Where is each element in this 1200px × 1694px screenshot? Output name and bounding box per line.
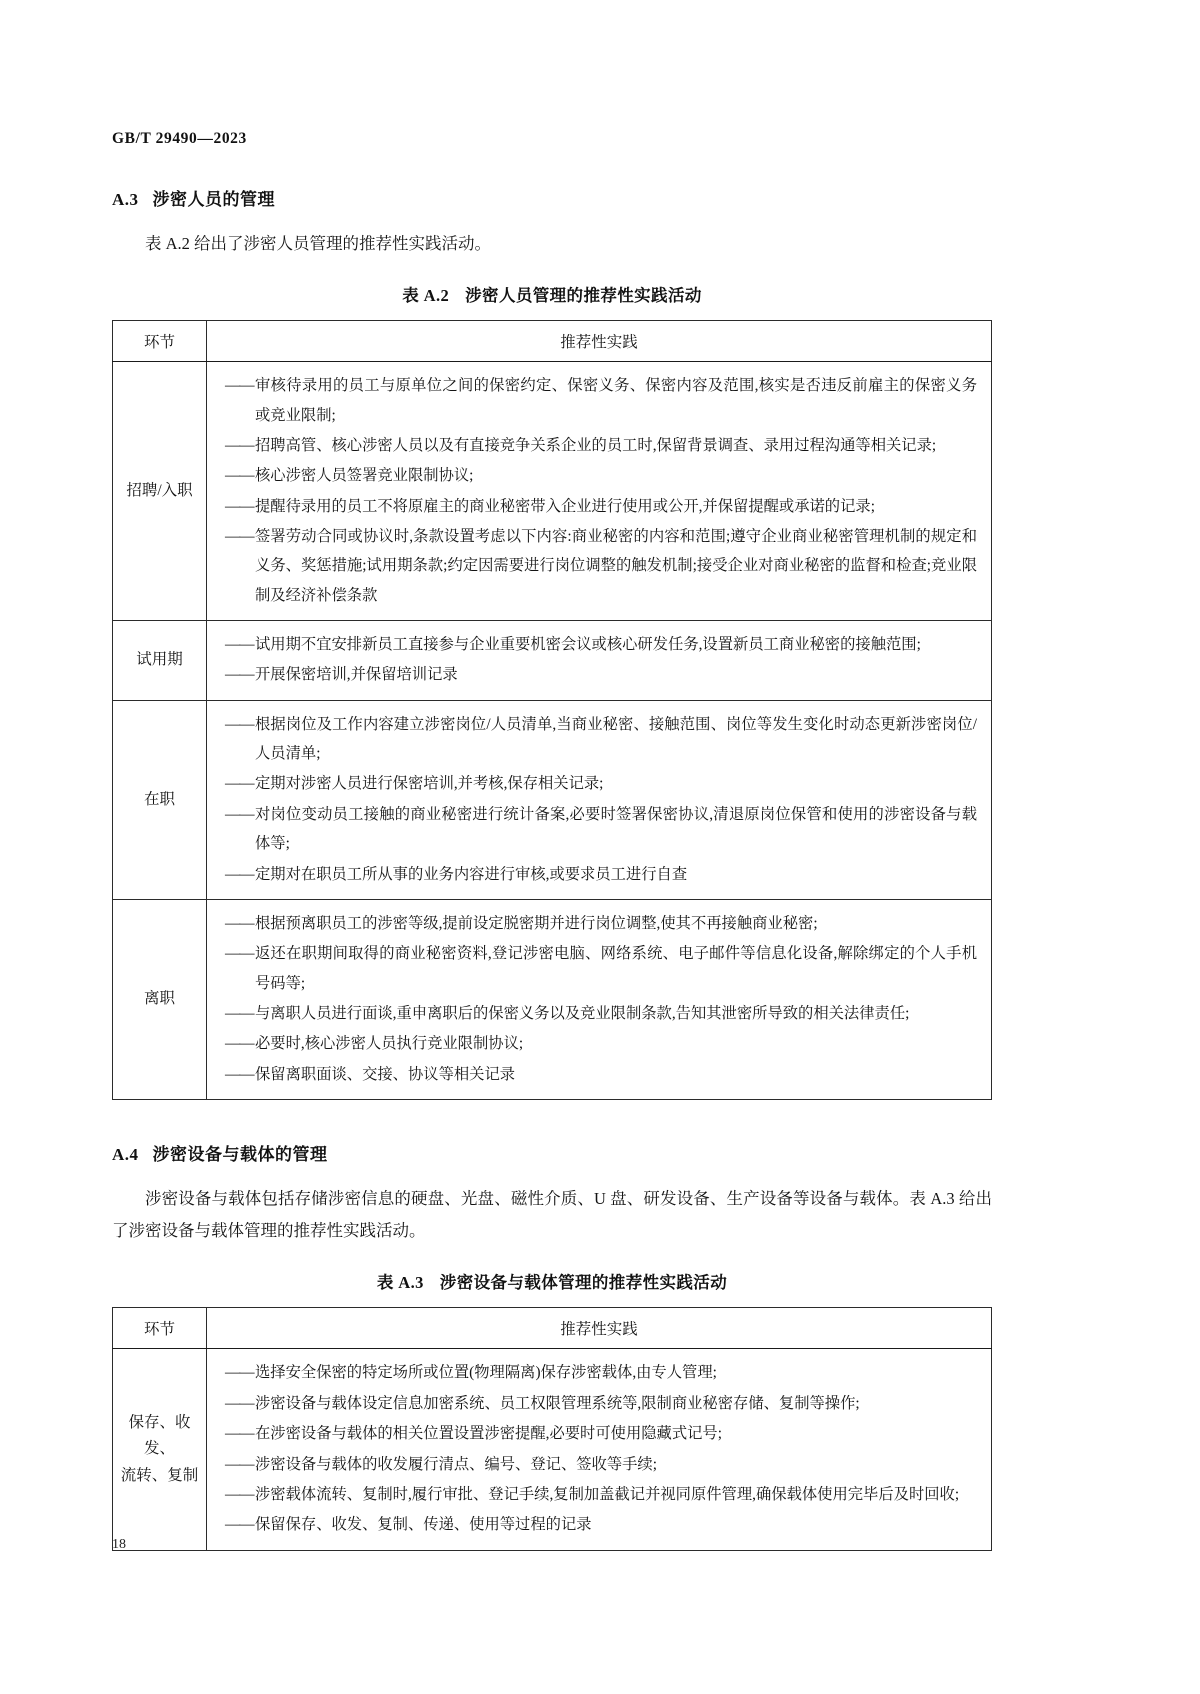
list-item: —— 保留离职面谈、交接、协议等相关记录 — [225, 1060, 977, 1089]
list-item: —— 开展保密培训,并保留培训记录 — [225, 660, 977, 689]
table-a2-caption-title: 涉密人员管理的推荐性实践活动 — [465, 287, 702, 306]
list-item: —— 定期对在职员工所从事的业务内容进行审核,或要求员工进行自查 — [225, 860, 977, 889]
list-item: —— 涉密设备与载体的收发履行清点、编号、登记、签收等手续; — [225, 1450, 977, 1479]
list-item: —— 招聘高管、核心涉密人员以及有直接竞争关系企业的员工时,保留背景调查、录用过程沟通等相关记录; — [225, 431, 977, 460]
table-a3-caption — [112, 1269, 992, 1293]
stage-label-line2: 流转、复制 — [120, 1466, 199, 1484]
list-item: —— 核心涉密人员签署竞业限制协议; — [225, 461, 977, 490]
table-a2-practice-resignation — [207, 899, 992, 1099]
section-number-a3: A.3 — [112, 190, 139, 209]
section-a3-intro-paragraph: 表 A.2 给出了涉密人员管理的推荐性实践活动。 — [145, 234, 492, 253]
table-a2-header-practice: 推荐性实践 — [207, 321, 992, 362]
list-item: —— 必要时,核心涉密人员执行竞业限制协议; — [225, 1029, 977, 1058]
page-number: 18 — [112, 1537, 126, 1552]
list-item: —— 提醒待录用的员工不将原雇主的商业秘密带入企业进行使用或公开,并保留提醒或承诺的记录; — [225, 492, 977, 521]
table-row — [113, 621, 992, 701]
section-heading-a3 — [112, 185, 992, 210]
table-a2 — [112, 320, 992, 1100]
table-a3-header-stage: 环节 — [113, 1308, 207, 1349]
list-item: —— 保留保存、收发、复制、传递、使用等过程的记录 — [225, 1510, 977, 1539]
table-a3 — [112, 1307, 992, 1550]
table-a3-practice-storage — [207, 1349, 992, 1550]
table-a2-stage-recruitment: 招聘/入职 — [113, 362, 207, 621]
table-a2-practice-probation — [207, 621, 992, 701]
practice-list — [225, 909, 977, 1089]
table-a3-stage-storage — [113, 1349, 207, 1550]
list-item: —— 涉密设备与载体设定信息加密系统、员工权限管理系统等,限制商业秘密存储、复制等操作; — [225, 1389, 977, 1418]
list-item: —— 与离职人员进行面谈,重申离职后的保密义务以及竞业限制条款,告知其泄密所导致的相关法律责任; — [225, 999, 977, 1028]
table-a2-practice-employment — [207, 700, 992, 899]
table-a2-stage-probation: 试用期 — [113, 621, 207, 701]
section-number-a4: A.4 — [112, 1145, 139, 1165]
table-row — [113, 700, 992, 899]
table-a3-wrapper — [112, 1307, 992, 1550]
practice-list — [225, 710, 977, 889]
section-a4-intro-paragraph: 涉密设备与载体包括存储涉密信息的硬盘、光盘、磁性介质、U 盘、研发设备、生产设备等设备与载体。表 A.3 给出了涉密设备与载体管理的推荐性实践活动。 — [112, 1189, 992, 1241]
table-a3-caption-number: 表 A.3 — [376, 1273, 424, 1293]
page-content — [112, 185, 992, 1551]
practice-list — [225, 630, 977, 690]
list-item: —— 定期对涉密人员进行保密培训,并考核,保存相关记录; — [225, 769, 977, 798]
section-heading-a4 — [112, 1140, 992, 1165]
list-item: —— 涉密载体流转、复制时,履行审批、登记手续,复制加盖截记并视同原件管理,确保载体使用完毕后及时回收; — [225, 1480, 977, 1509]
practice-list — [225, 1358, 977, 1539]
list-item: —— 根据岗位及工作内容建立涉密岗位/人员清单,当商业秘密、接触范围、岗位等发生变化时动态更新涉密岗位/人员清单; — [225, 710, 977, 769]
list-item: —— 在涉密设备与载体的相关位置设置涉密提醒,必要时可使用隐藏式记号; — [225, 1419, 977, 1448]
list-item: —— 选择安全保密的特定场所或位置(物理隔离)保存涉密载体,由专人管理; — [225, 1358, 977, 1387]
list-item: —— 返还在职期间取得的商业秘密资料,登记涉密电脑、网络系统、电子邮件等信息化设备,解除绑定的个人手机号码等; — [225, 939, 977, 998]
running-header-standard-number: GB/T 29490—2023 — [112, 130, 247, 147]
list-item: —— 签署劳动合同或协议时,条款设置考虑以下内容:商业秘密的内容和范围;遵守企业商业秘密管理机制的规定和义务、奖惩措施;试用期条款;约定因需要进行岗位调整的触发机制;接受企业对商业秘密的监督和检查;竞业限制及经济补偿条款 — [225, 522, 977, 610]
table-a3-header-practice: 推荐性实践 — [207, 1308, 992, 1349]
table-a2-wrapper — [112, 320, 992, 1100]
practice-list — [225, 371, 977, 610]
table-a2-caption-number: 表 A.2 — [402, 286, 450, 306]
table-a2-caption — [112, 282, 992, 306]
table-a2-header-row — [113, 321, 992, 362]
table-a3-header-row — [113, 1308, 992, 1349]
list-item: —— 根据预离职员工的涉密等级,提前设定脱密期并进行岗位调整,使其不再接触商业秘密; — [225, 909, 977, 938]
list-item: —— 对岗位变动员工接触的商业秘密进行统计备案,必要时签署保密协议,清退原岗位保管和使用的涉密设备与载体等; — [225, 800, 977, 859]
list-item: —— 审核待录用的员工与原单位之间的保密约定、保密义务、保密内容及范围,核实是否违反前雇主的保密义务或竞业限制; — [225, 371, 977, 430]
section-title-a3: 涉密人员的管理 — [152, 190, 276, 209]
table-a3-caption-title: 涉密设备与载体管理的推荐性实践活动 — [439, 1274, 728, 1293]
stage-label-line1: 保存、收发、 — [128, 1413, 191, 1458]
table-row — [113, 1349, 992, 1550]
section-title-a4: 涉密设备与载体的管理 — [152, 1145, 328, 1165]
table-a2-stage-employment: 在职 — [113, 700, 207, 899]
table-row — [113, 362, 992, 621]
table-a2-stage-resignation: 离职 — [113, 899, 207, 1099]
table-a2-practice-recruitment — [207, 362, 992, 621]
list-item: —— 试用期不宜安排新员工直接参与企业重要机密会议或核心研发任务,设置新员工商业秘密的接触范围; — [225, 630, 977, 659]
table-row — [113, 899, 992, 1099]
table-a2-header-stage: 环节 — [113, 321, 207, 362]
